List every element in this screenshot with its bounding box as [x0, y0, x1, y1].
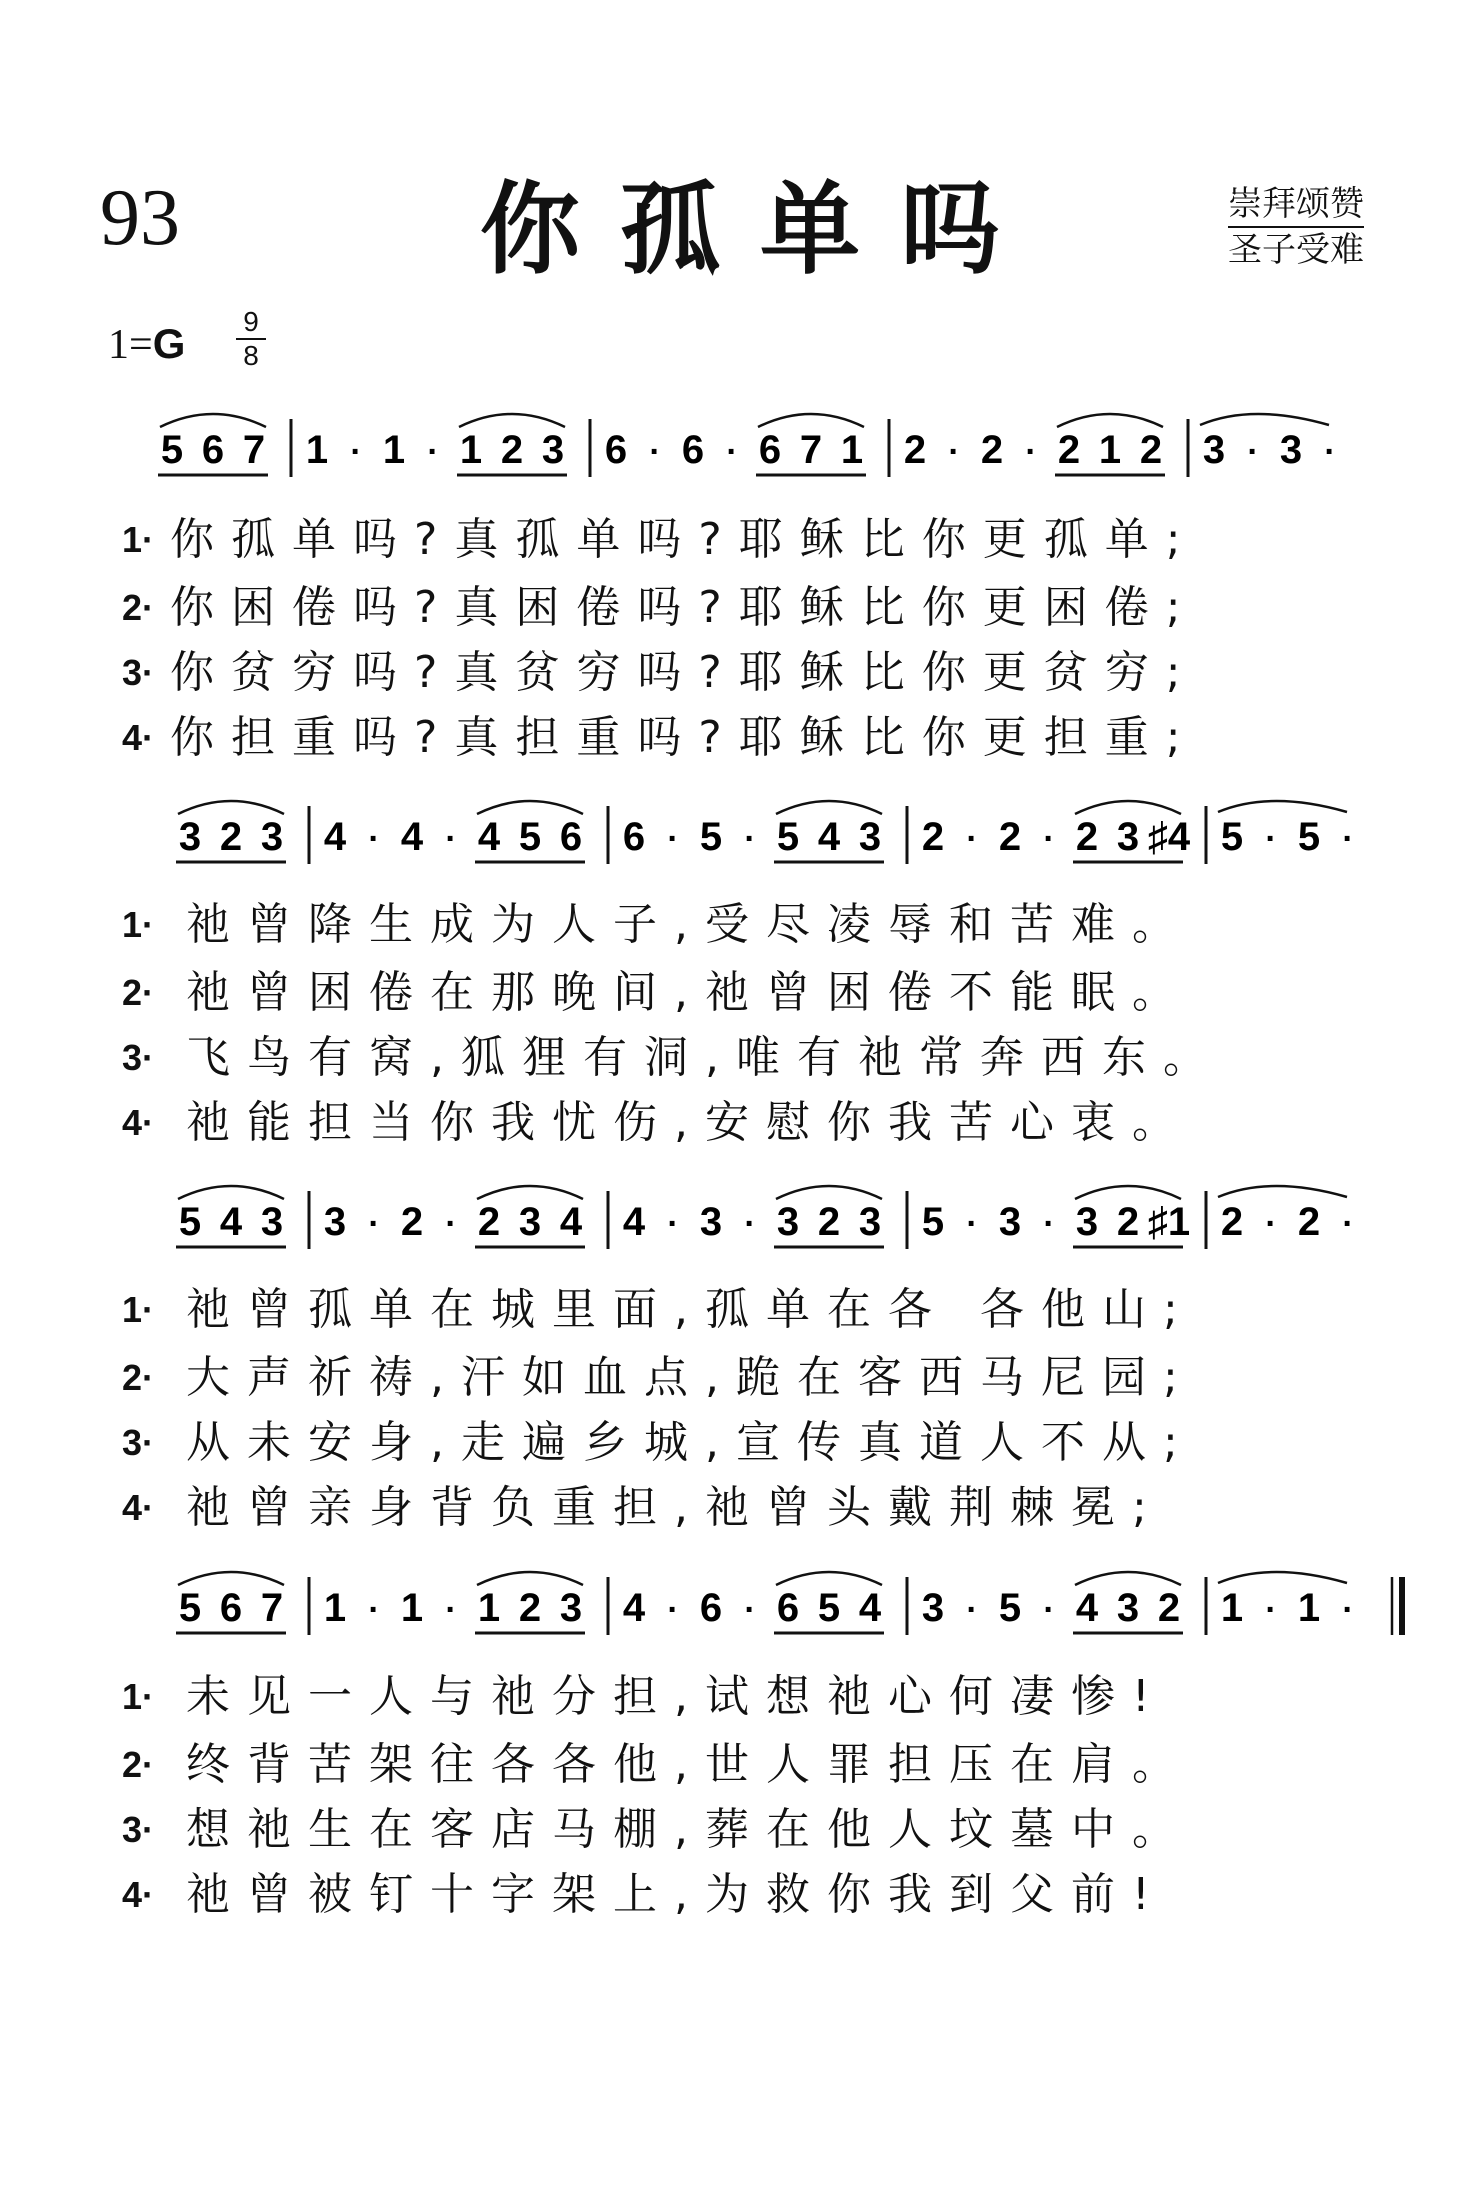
- duration-dot: ·: [649, 433, 661, 471]
- note: 3: [1116, 1586, 1140, 1630]
- note: 6: [699, 1586, 723, 1630]
- duration-dot: ·: [1025, 433, 1037, 471]
- note: ♯1: [1147, 1200, 1191, 1244]
- note: 1: [382, 428, 406, 472]
- note: 4: [622, 1586, 646, 1630]
- time-numerator: 9: [236, 308, 266, 340]
- duration-dot: ·: [744, 820, 756, 858]
- duration-dot: ·: [667, 820, 679, 858]
- verse-text: 飞鸟有窝,狐狸有洞,唯有祂常奔西东。: [186, 1032, 1224, 1083]
- slur: [477, 801, 583, 814]
- note: 4: [559, 1200, 583, 1244]
- slur: [1075, 801, 1181, 814]
- note: 2: [1297, 1200, 1321, 1244]
- note: 4: [219, 1200, 243, 1244]
- note: 1: [1098, 428, 1122, 472]
- note: 5: [998, 1586, 1022, 1630]
- note: 6: [776, 1586, 800, 1630]
- duration-dot: ·: [1043, 1591, 1055, 1629]
- note: 3: [518, 1200, 542, 1244]
- duration-dot: ·: [1265, 1591, 1277, 1629]
- note: 6: [622, 815, 646, 859]
- verse-text: 祂曾亲身背负重担,祂曾头戴荆棘冕;: [186, 1482, 1164, 1533]
- tie: [1218, 1186, 1347, 1197]
- verse-number: 1·: [122, 904, 155, 945]
- note: 1: [477, 1586, 501, 1630]
- notation-svg-4: [0, 1563, 1476, 1683]
- note: 5: [1297, 815, 1321, 859]
- verse-text: 你担重吗?真担重吗?耶稣比你更担重;: [170, 712, 1198, 763]
- note: 6: [559, 815, 583, 859]
- duration-dot: ·: [1342, 820, 1354, 858]
- note: 2: [518, 1586, 542, 1630]
- note: 1: [323, 1586, 347, 1630]
- note: 6: [758, 428, 782, 472]
- note: 5: [160, 428, 184, 472]
- note: 2: [980, 428, 1004, 472]
- slur: [1057, 414, 1163, 427]
- duration-dot: ·: [350, 433, 362, 471]
- slur: [1075, 1572, 1181, 1585]
- note: 3: [776, 1200, 800, 1244]
- duration-dot: ·: [1342, 1205, 1354, 1243]
- verse-text: 祂曾孤单在城里面,孤单在各 各他山;: [186, 1284, 1195, 1335]
- note: 6: [681, 428, 705, 472]
- note: 3: [1279, 428, 1303, 472]
- note: 5: [817, 1586, 841, 1630]
- note: 7: [799, 428, 823, 472]
- note: 2: [1116, 1200, 1140, 1244]
- verse-number: 3·: [122, 1037, 155, 1078]
- duration-dot: ·: [1043, 1205, 1055, 1243]
- verse-number: 3·: [122, 1809, 155, 1850]
- note: 2: [921, 815, 945, 859]
- duration-dot: ·: [744, 1205, 756, 1243]
- slur: [776, 1186, 882, 1199]
- verse-text: 从未安身,走遍乡城,宣传真道人不从;: [186, 1417, 1195, 1468]
- note: 5: [1220, 815, 1244, 859]
- note: 1: [459, 428, 483, 472]
- note: 1: [1220, 1586, 1244, 1630]
- note: 2: [817, 1200, 841, 1244]
- verse-text: 你贫穷吗?真贫穷吗?耶稣比你更贫穷;: [170, 647, 1198, 698]
- slur: [776, 801, 882, 814]
- note: 3: [1116, 815, 1140, 859]
- hymn-number: 93: [100, 174, 180, 262]
- slur: [178, 801, 284, 814]
- verse-text: 祂曾困倦在那晚间,祂曾困倦不能眠。: [186, 967, 1193, 1018]
- duration-dot: ·: [667, 1591, 679, 1629]
- note: 2: [400, 1200, 424, 1244]
- verse-text: 祂能担当你我忧伤,安慰你我苦心衷。: [186, 1097, 1193, 1148]
- key-prefix: 1=: [108, 322, 153, 368]
- duration-dot: ·: [445, 1205, 457, 1243]
- note: 3: [1075, 1200, 1099, 1244]
- note: 3: [858, 1200, 882, 1244]
- slur: [178, 1572, 284, 1585]
- duration-dot: ·: [427, 433, 439, 471]
- verse-number: 4·: [122, 1487, 155, 1528]
- note: 4: [622, 1200, 646, 1244]
- duration-dot: ·: [1324, 433, 1336, 471]
- verse-number: 3·: [122, 652, 155, 693]
- time-denominator: 8: [243, 340, 259, 371]
- key-letter: G: [152, 320, 186, 367]
- note: ♯4: [1147, 815, 1191, 859]
- slur: [776, 1572, 882, 1585]
- verse-number: 4·: [122, 1874, 155, 1915]
- verse-text: 想祂生在客店马棚,葬在他人坟墓中。: [186, 1804, 1193, 1855]
- note: 3: [921, 1586, 945, 1630]
- note: 2: [903, 428, 927, 472]
- slur: [160, 414, 266, 427]
- note: 1: [1297, 1586, 1321, 1630]
- note: 2: [998, 815, 1022, 859]
- note: 2: [219, 815, 243, 859]
- duration-dot: ·: [1342, 1591, 1354, 1629]
- verse-number: 3·: [122, 1422, 155, 1463]
- duration-dot: ·: [368, 1205, 380, 1243]
- note: 4: [400, 815, 424, 859]
- notation-line-3: [0, 1177, 1476, 1267]
- notation-line-2: [0, 792, 1476, 882]
- verse-number: 1·: [122, 1676, 155, 1717]
- slur: [459, 414, 565, 427]
- note: 2: [1075, 815, 1099, 859]
- note: 5: [178, 1200, 202, 1244]
- notation-svg-3: [0, 1177, 1476, 1297]
- note: 1: [305, 428, 329, 472]
- duration-dot: ·: [368, 1591, 380, 1629]
- verse-text: 祂曾降生成为人子,受尽凌辱和苦难。: [186, 899, 1193, 950]
- verse-number: 4·: [122, 717, 155, 758]
- note: 2: [500, 428, 524, 472]
- note: 4: [858, 1586, 882, 1630]
- note: 5: [776, 815, 800, 859]
- duration-dot: ·: [948, 433, 960, 471]
- notation-line-4: [0, 1563, 1476, 1653]
- slur: [758, 414, 864, 427]
- duration-dot: ·: [726, 433, 738, 471]
- duration-dot: ·: [667, 1205, 679, 1243]
- duration-dot: ·: [1265, 820, 1277, 858]
- duration-dot: ·: [966, 1205, 978, 1243]
- note: 6: [201, 428, 225, 472]
- tie: [1200, 414, 1329, 425]
- verse-text: 终背苦架往各各他,世人罪担压在肩。: [186, 1739, 1193, 1790]
- tie: [1218, 1572, 1347, 1583]
- note: 2: [1157, 1586, 1181, 1630]
- duration-dot: ·: [966, 820, 978, 858]
- duration-dot: ·: [368, 820, 380, 858]
- notation-svg-2: [0, 792, 1476, 912]
- note: 7: [260, 1586, 284, 1630]
- duration-dot: ·: [1043, 820, 1055, 858]
- slur: [477, 1572, 583, 1585]
- note: 3: [1202, 428, 1226, 472]
- note: 7: [242, 428, 266, 472]
- note: 5: [921, 1200, 945, 1244]
- note: 3: [559, 1586, 583, 1630]
- verse-text: 你困倦吗?真困倦吗?耶稣比你更困倦;: [170, 582, 1198, 633]
- note: 3: [541, 428, 565, 472]
- verse-number: 4·: [122, 1102, 155, 1143]
- verse-number: 1·: [122, 1289, 155, 1330]
- slur: [477, 1186, 583, 1199]
- verse-number: 2·: [122, 587, 155, 628]
- duration-dot: ·: [744, 1591, 756, 1629]
- hymn-category: [1228, 182, 1388, 272]
- note: 3: [260, 1200, 284, 1244]
- duration-dot: ·: [445, 1591, 457, 1629]
- note: 3: [998, 1200, 1022, 1244]
- verse-text: 你孤单吗?真孤单吗?耶稣比你更孤单;: [170, 514, 1198, 565]
- slur: [1075, 1186, 1181, 1199]
- note: 2: [1057, 428, 1081, 472]
- note: 5: [518, 815, 542, 859]
- notation-line-1: [0, 405, 1476, 495]
- note: 4: [477, 815, 501, 859]
- note: 4: [817, 815, 841, 859]
- note: 5: [699, 815, 723, 859]
- note: 3: [323, 1200, 347, 1244]
- note: 3: [260, 815, 284, 859]
- verse-text: 大声祈祷,汗如血点,跪在客西马尼园;: [186, 1352, 1195, 1403]
- note: 6: [604, 428, 628, 472]
- verse-number: 2·: [122, 1357, 155, 1398]
- note: 2: [1139, 428, 1163, 472]
- time-signature: [236, 308, 266, 370]
- verse-number: 2·: [122, 972, 155, 1013]
- duration-dot: ·: [966, 1591, 978, 1629]
- note: 6: [219, 1586, 243, 1630]
- duration-dot: ·: [445, 820, 457, 858]
- slur: [178, 1186, 284, 1199]
- note: 2: [1220, 1200, 1244, 1244]
- duration-dot: ·: [1247, 433, 1259, 471]
- duration-dot: ·: [1265, 1205, 1277, 1243]
- note: 3: [858, 815, 882, 859]
- verse-text: 祂曾被钉十字架上,为救你我到父前!: [186, 1869, 1167, 1920]
- note: 4: [323, 815, 347, 859]
- tie: [1218, 801, 1347, 812]
- note: 2: [477, 1200, 501, 1244]
- note: 1: [840, 428, 864, 472]
- hymn-title: 你孤单吗: [480, 171, 1040, 288]
- category-secondary: 圣子受难: [1228, 230, 1364, 270]
- notation-svg-1: [0, 405, 1476, 525]
- verse-text: 未见一人与祂分担,试想祂心何凄惨!: [186, 1671, 1167, 1722]
- note: 4: [1075, 1586, 1099, 1630]
- note: 3: [178, 815, 202, 859]
- category-primary: 崇拜颂赞: [1228, 182, 1364, 228]
- note: 1: [400, 1586, 424, 1630]
- verse-number: 1·: [122, 519, 155, 560]
- verse-number: 2·: [122, 1744, 155, 1785]
- note: 3: [699, 1200, 723, 1244]
- note: 5: [178, 1586, 202, 1630]
- key-signature: [108, 320, 186, 368]
